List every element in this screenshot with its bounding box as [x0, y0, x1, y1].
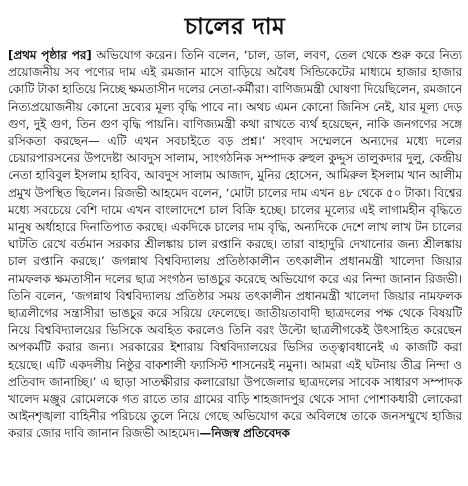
article-body [8, 47, 462, 443]
article-headline: চালের দাম [184, 13, 286, 40]
news-article [8, 6, 462, 482]
reporter-credit: —নিজস্ব প্রতিবেদক [199, 426, 290, 441]
article-body-text: অভিযোগ করেন। তিনি বলেন, ‘চাল, ডাল, লবণ, তেল থেকে শুরু করে নিত্য প্রয়োজনীয় সব পণ্যের দাম এই রমজান মাসে বাড়িয়ে অবৈধ সিন্ডিকেটের মাধ্যমে হাজার হাজার কোটি টাকা হাতিয়ে নিচ্ছে ক্ষমতাসীন দলের নেতা-কর্মীরা। বাণিজ্যমন্ত্রী ঘোষণা দিয়েছিলেন, রমজানে নিত্যপ্রয়োজনীয় কোনো দ্রব্যের মূল্য বৃদ্ধি পাবে না। অথচ এমন কোনো জিনিস নেই, যার মূল্য দেড় গুণ, দুই গুণ, তিন গুণ বৃদ্ধি পায়নি। বাণিজ্যমন্ত্রী কথা রাখতে ব্যর্থ হয়েছেন, নাকি জনগণের সঙ্গে রসিকতা করছেন— এটি এখন সবচাইতে বড় প্রশ্ন।’ সংবাদ সম্মেলনে অন্যদের মধ্যে দলের চেয়ারপারসনের উপদেষ্টা আবদুস সালাম, সাংগঠনিক সম্পাদক রুহুল কুদ্দুস তালুকদার দুলু, কেন্দ্রীয় নেতা হাবিবুল ইসলাম হাবিব, আবদুস সালাম আজাদ, মুনির হোসেন, আমিরুল ইসলাম খান আলীম প্রমুখ উপস্থিত ছিলেন। রিজভী আহমেদ বলেন, ‘মোটা চালের দাম এখন ৪৮ থেকে ৫০ টাকা। বিশ্বের মধ্যে সবচেয়ে বেশি দামে এখন বাংলাদেশে চাল বিক্রি হচ্ছে। চালের মূল্যের এই লাগামহীন বৃদ্ধিতে মানুষ অর্ধাহারে দিনাতিপাত করছে। একদিকে চালের দাম বৃদ্ধি, অন্যদিকে দেশে লাখ লাখ টন চালের ঘাটতি রেখে বর্তমান সরকার শ্রীলঙ্কায় চাল রপ্তানি করছে। তারা বাহাদুরি দেখানোর জন্য শ্রীলঙ্কায় চাল রপ্তানি করছে।’ জগন্নাথ বিশ্ববিদ্যালয় প্রতিষ্ঠাকালীন তৎকালীন প্রধানমন্ত্রী খালেদা জিয়ার নামফলক ক্ষমতাসীন দলের ছাত্র সংগঠন ভাঙচুর করেছে অভিযোগ করে এর নিন্দা জানান রিজভী। তিনি বলেন, ‘জগন্নাথ বিশ্ববিদ্যালয় প্রতিষ্ঠার সময় তৎকালীন প্রধানমন্ত্রী খালেদা জিয়ার নামফলক ছাত্রলীগের সন্ত্রাসীরা ভাঙচুর করে সরিয়ে ফেলেছে। জাতীয়তাবাদী ছাত্রদলের পক্ষ থেকে বিষয়টি নিয়ে বিশ্ববিদ্যালয়ের ভিসিকে অবহিত করলেও তিনি বরং উল্টো ছাত্রলীগকেই উৎসাহিত করেছেন অপকর্মটি করার জন্য। সরকারের ইশারায় বিশ্ববিদ্যালয়ের ভিসির তত্ত্বাবধানেই এ কাজটি করা হয়েছে। এটি একদলীয় নিষ্ঠুর বাকশালী ফ্যাসিস্ট শাসনেরই নমুনা। আমরা এই ঘটনায় তীব্র নিন্দা ও প্রতিবাদ জানাচ্ছি।’ এ ছাড়া সাতক্ষীরার কলারোয়া উপজেলার ছাত্রদলের সাবেক সাধারণ সম্পাদক খালেদ মঞ্জুর রোমেলকে গত রাতে তার গ্রামের বাড়ি শাহজাদপুর থেকে সাদা পোশাকধারী লোকেরা আইনশৃঙ্খলা বাহিনীর পরিচয়ে তুলে নিয়ে গেছে অভিযোগ করে অবিলম্বে তাকে জনসম্মুখে হাজির করার জোর দাবি জানান রিজভী আহমেদ। [8, 48, 462, 441]
continued-from-front-page-label: [প্রথম পৃষ্ঠার পর] [8, 48, 92, 62]
